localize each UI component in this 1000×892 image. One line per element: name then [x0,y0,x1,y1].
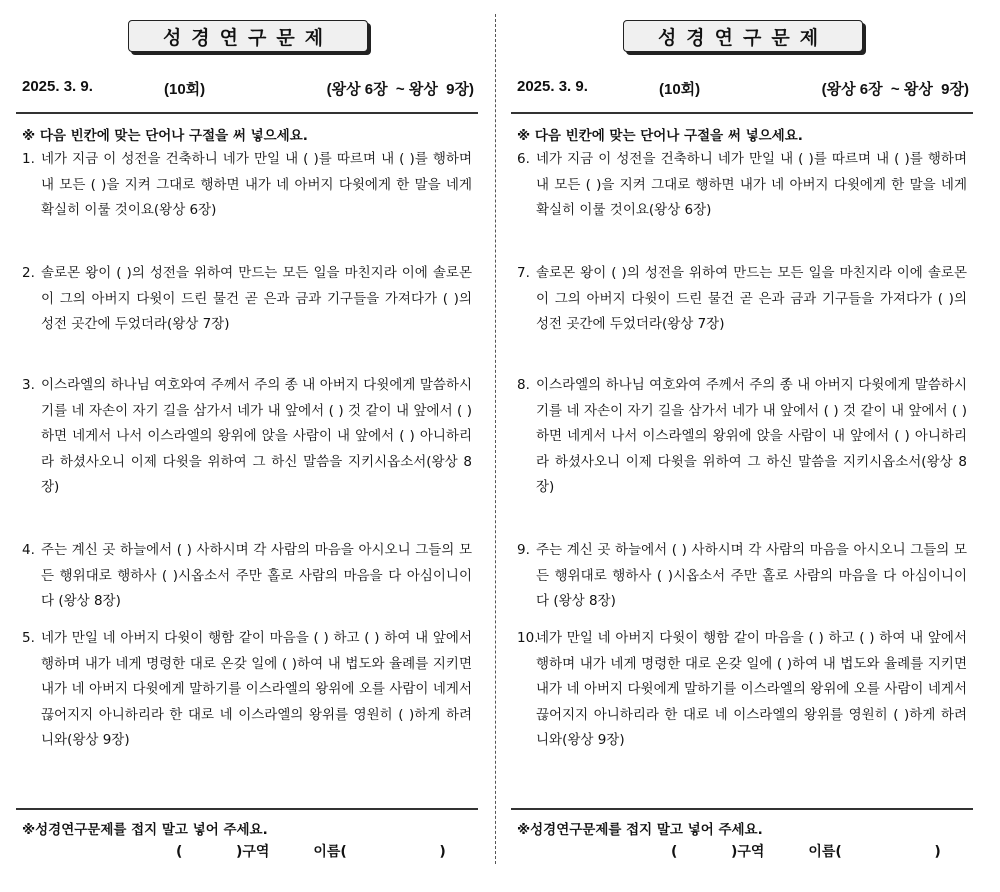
question-number: 8. [517,377,530,393]
cut-line [495,14,496,864]
question-item [22,626,472,754]
question-text: 네가 지금 이 성전을 건축하니 네가 만일 내 ( )를 따르며 내 ( )를 행하며 내 모든 ( )을 지켜 그대로 행하면 내가 네 아버지 다윗에게 한 말을 네게 확실히 이룰 것이요(왕상 6장) [41,151,472,218]
question-item [517,626,967,754]
worksheet-session: (10회) [164,81,206,98]
question-number: 5. [22,630,35,646]
question-item [22,373,472,501]
question-item [517,261,967,338]
question-number: 9. [517,542,530,558]
question-number: 3. [22,377,35,393]
question-text: 네가 만일 네 아버지 다윗이 행함 같이 마음을 ( ) 하고 ( ) 하여 내 앞에서 행하며 내가 네게 명령한 대로 온갖 일에 ( )하여 내 법도와 율례를 지키면 내가 네 아버지 다윗에게 말하기를 이스라엘의 왕위에 오를 사람이 네게서 끊어지지 아니하리라 한 대로 네 이스라엘의 왕위를 영원히 ( )하게 하려니와(왕상 9장) [41,630,472,748]
question-number: 2. [22,265,35,281]
worksheet-range: (왕상 6장 ~ 왕상 9장) [326,81,474,98]
header-rule [511,112,973,114]
footer-note: ※성경연구문제를 접지 말고 넣어 주세요. [22,822,268,838]
name-district-field: ( )구역 이름( ) [671,844,941,860]
question-item [22,261,472,338]
worksheet-title: 성경연구문제 [128,20,368,52]
footer-rule [16,808,478,810]
question-item [22,538,472,615]
worksheet-header [22,78,474,100]
question-item [517,373,967,501]
question-number: 7. [517,265,530,281]
footer-note: ※성경연구문제를 접지 말고 넣어 주세요. [517,822,763,838]
question-text: 네가 만일 네 아버지 다윗이 행함 같이 마음을 ( ) 하고 ( ) 하여 내 앞에서 행하며 내가 네게 명령한 대로 온갖 일에 ( )하여 내 법도와 율례를 지키면 내가 네 아버지 다윗에게 말하기를 이스라엘의 왕위에 오를 사람이 네게서 끊어지지 아니하리라 한 대로 네 이스라엘의 왕위를 영원히 ( )하게 하려니와(왕상 9장) [536,630,967,748]
question-item [517,147,967,224]
question-text: 이스라엘의 하나님 여호와여 주께서 주의 종 내 아버지 다윗에게 말씀하시기를 네 자손이 자기 길을 삼가서 네가 내 앞에서 ( ) 것 같이 내 앞에서 ( ) 하면 네게서 나서 이스라엘의 왕위에 앉을 사람이 내 앞에서 ( ) 아니하리라 하셨사오니 이제 다윗을 위하여 그 하신 말씀을 지키시옵소서(왕상 8장) [41,377,472,495]
question-text: 이스라엘의 하나님 여호와여 주께서 주의 종 내 아버지 다윗에게 말씀하시기를 네 자손이 자기 길을 삼가서 네가 내 앞에서 ( ) 것 같이 내 앞에서 ( ) 하면 네게서 나서 이스라엘의 왕위에 앉을 사람이 내 앞에서 ( ) 아니하리라 하셨사오니 이제 다윗을 위하여 그 하신 말씀을 지키시옵소서(왕상 8장) [536,377,967,495]
question-text: 네가 지금 이 성전을 건축하니 네가 만일 내 ( )를 따르며 내 ( )를 행하며 내 모든 ( )을 지켜 그대로 행하면 내가 네 아버지 다윗에게 한 말을 네게 확실히 이룰 것이요(왕상 6장) [536,151,967,218]
name-district-field: ( )구역 이름( ) [176,844,446,860]
question-number: 1. [22,151,35,167]
question-text: 주는 계신 곳 하늘에서 ( ) 사하시며 각 사람의 마음을 아시오니 그들의 모든 행위대로 행하사 ( )시옵소서 주만 홀로 사람의 마음을 다 아심이니이다 (왕상 8장) [41,542,472,609]
worksheet-session: (10회) [659,81,701,98]
worksheet-right [511,0,973,892]
worksheet-title: 성경연구문제 [623,20,863,52]
worksheet-range: (왕상 6장 ~ 왕상 9장) [821,81,969,98]
footer-rule [511,808,973,810]
question-number: 6. [517,151,530,167]
question-text: 주는 계신 곳 하늘에서 ( ) 사하시며 각 사람의 마음을 아시오니 그들의 모든 행위대로 행하사 ( )시옵소서 주만 홀로 사람의 마음을 다 아심이니이다 (왕상 8장) [536,542,967,609]
worksheet-date: 2025. 3. 9. [22,78,93,95]
instruction-text: ※ 다음 빈칸에 맞는 단어나 구절을 써 넣으세요. [517,128,803,144]
question-number: 4. [22,542,35,558]
worksheet-header [517,78,969,100]
question-item [517,538,967,615]
worksheet-date: 2025. 3. 9. [517,78,588,95]
instruction-text: ※ 다음 빈칸에 맞는 단어나 구절을 써 넣으세요. [22,128,308,144]
worksheet-left [16,0,478,892]
question-number: 10. [517,630,539,646]
question-item [22,147,472,224]
question-text: 솔로몬 왕이 ( )의 성전을 위하여 만드는 모든 일을 마친지라 이에 솔로몬이 그의 아버지 다윗이 드린 물건 곧 은과 금과 기구들을 가져다가 ( )의 성전 곳간에 두었더라(왕상 7장) [41,265,472,332]
question-text: 솔로몬 왕이 ( )의 성전을 위하여 만드는 모든 일을 마친지라 이에 솔로몬이 그의 아버지 다윗이 드린 물건 곧 은과 금과 기구들을 가져다가 ( )의 성전 곳간에 두었더라(왕상 7장) [536,265,967,332]
header-rule [16,112,478,114]
